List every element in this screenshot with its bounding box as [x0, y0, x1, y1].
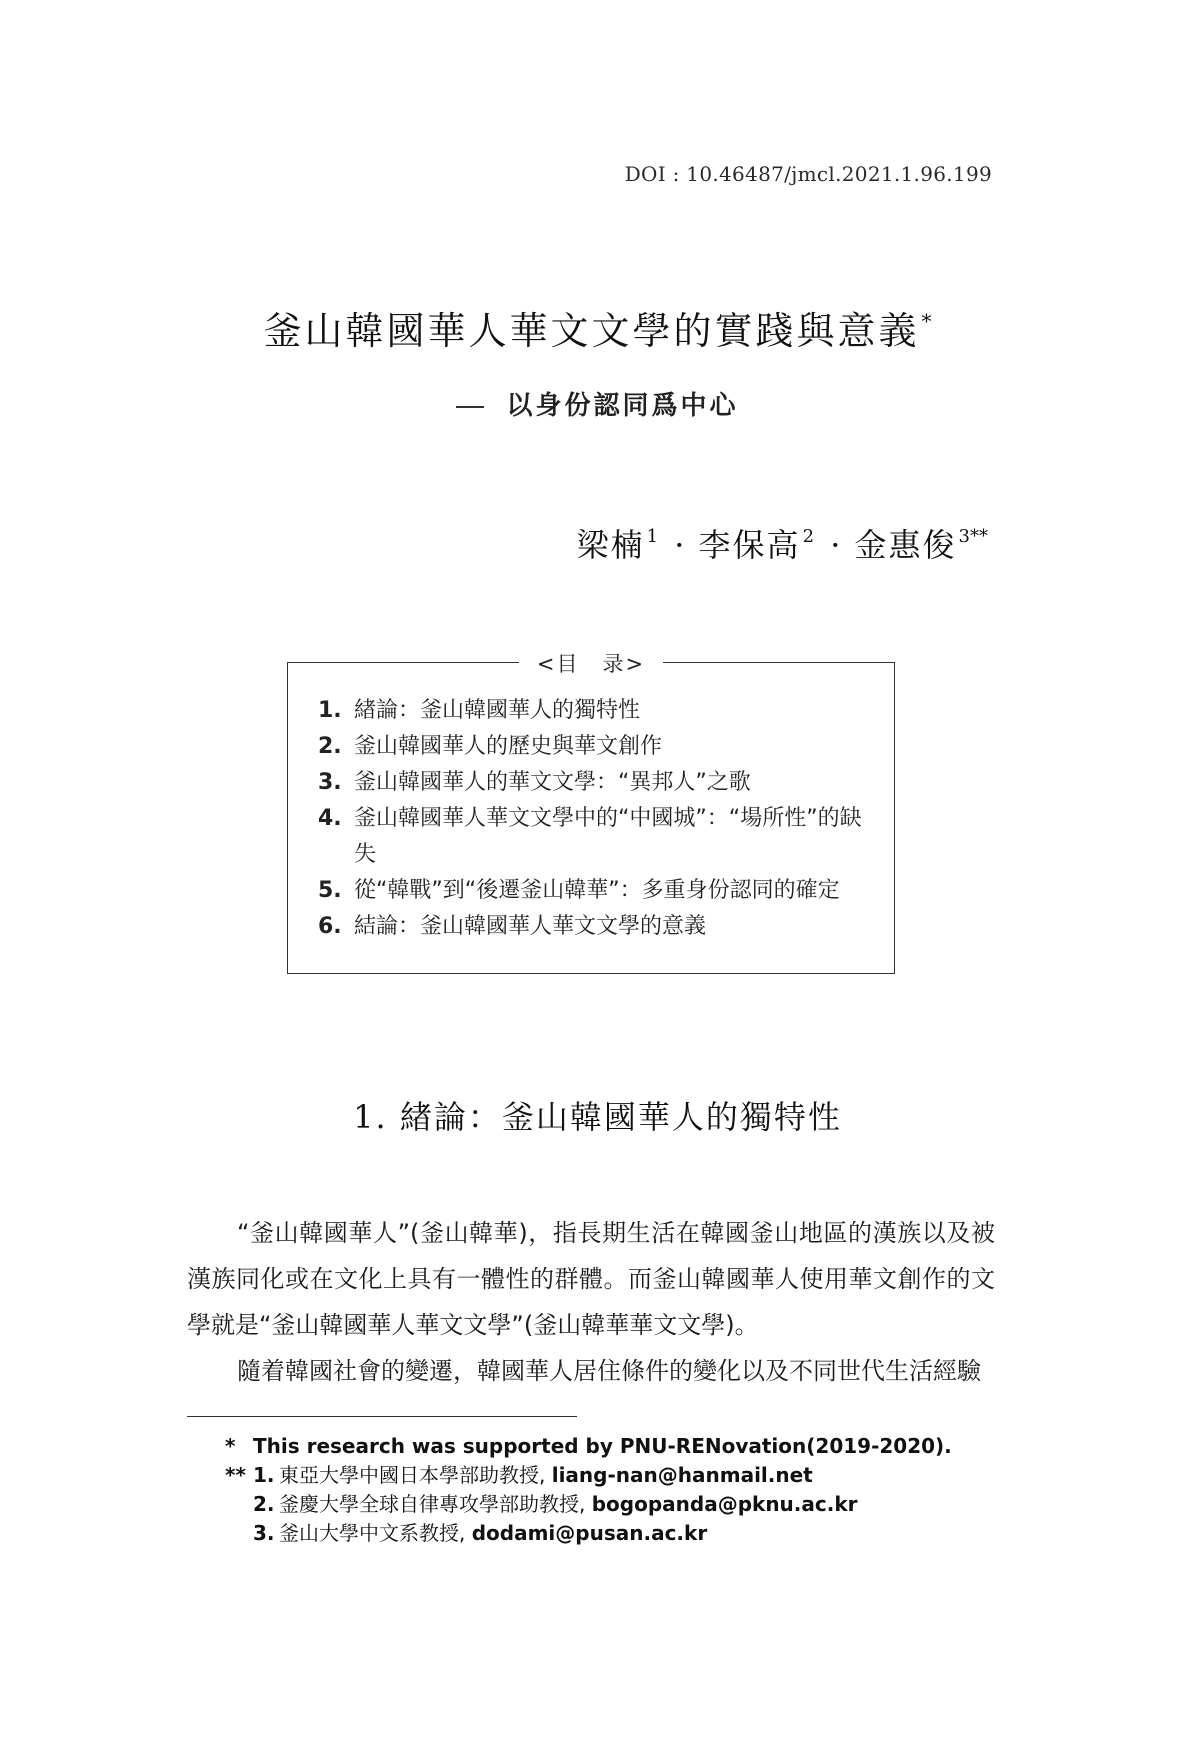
footnote-affiliation	[225, 1519, 1005, 1548]
toc-item-text: 釜山韓國華人華文文學中的“中國城”：“場所性”的缺失	[354, 806, 862, 867]
toc-item-text: 從“韓戰”到“後遷釜山韓華”：多重身份認同的確定	[354, 878, 840, 903]
table-of-contents	[287, 652, 895, 974]
toc-list	[318, 693, 870, 945]
toc-item	[318, 801, 870, 873]
author-separator: ·	[662, 526, 699, 564]
paper-title	[0, 300, 1195, 355]
affiliation-number: 1.	[253, 1463, 275, 1487]
toc-item-number: 5.	[318, 878, 342, 903]
paper-subtitle	[0, 385, 1195, 422]
toc-item	[318, 909, 870, 945]
footnote-text: This research was supported by PNU-RENovation(2019-2020).	[253, 1434, 952, 1458]
toc-item-number: 4.	[318, 806, 342, 831]
footnote-funding	[225, 1432, 1005, 1461]
affiliation-text: 東亞大學中國日本學部助教授,	[279, 1463, 546, 1487]
toc-item-text: 緖論：釜山韓國華人的獨特性	[354, 698, 641, 723]
body-paragraph: “釜山韓國華人”(釜山韓華)，指長期生活在韓國釜山地區的漢族以及被漢族同化或在文化上具有一體性的群體。而釜山韓國華人使用華文創作的文學就是“釜山韓國華人華文文學”(釜山韓華華文文學)。	[187, 1219, 995, 1339]
author-affiliation-mark: 2	[802, 526, 815, 547]
affiliation-email: bogopanda@pknu.ac.kr	[591, 1492, 858, 1516]
affiliation-number: 2.	[253, 1492, 275, 1516]
toc-item	[318, 873, 870, 909]
affiliation-email: dodami@pusan.ac.kr	[471, 1521, 708, 1545]
subtitle-text: 以身份認同爲中心	[506, 391, 739, 421]
title-footnote-mark: *	[921, 309, 932, 333]
author-name: 李保高	[698, 526, 801, 564]
footnote-mark: **	[225, 1463, 246, 1487]
toc-item-number: 2.	[318, 734, 342, 759]
subtitle-dash	[456, 406, 484, 408]
affiliation-email: liang-nan@hanmail.net	[551, 1463, 813, 1487]
toc-header: <目 录>	[519, 652, 663, 676]
author-name: 梁楠	[576, 526, 645, 564]
author-affiliation-mark: 1	[646, 526, 659, 547]
toc-item-text: 釜山韓國華人的歷史與華文創作	[354, 734, 663, 759]
affiliation-text: 釜山大學中文系教授,	[279, 1521, 466, 1545]
body-paragraph: 隨着韓國社會的變遷，韓國華人居住條件的變化以及不同世代生活經驗	[237, 1357, 981, 1385]
footnote-mark: *	[225, 1434, 236, 1458]
toc-item	[318, 729, 870, 765]
toc-item-number: 1.	[318, 698, 342, 723]
author-name: 金惠俊	[854, 526, 957, 564]
toc-item-number: 6.	[318, 914, 342, 939]
title-text: 釜山韓國華人華文文學的實踐與意義	[263, 309, 920, 353]
toc-item-text: 釜山韓國華人的華文文學：“異邦人”之歌	[354, 770, 751, 795]
toc-item	[318, 765, 870, 801]
body-text	[187, 1210, 995, 1394]
toc-item	[318, 693, 870, 729]
affiliation-number: 3.	[253, 1521, 275, 1545]
footnote-divider	[187, 1416, 577, 1417]
section-heading: 1. 緖論：釜山韓國華人的獨特性	[353, 1098, 842, 1136]
toc-item-text: 結論：釜山韓國華人華文文學的意義	[354, 914, 707, 939]
footnote-affiliation	[225, 1490, 1005, 1519]
author-separator: ·	[818, 526, 855, 564]
author-affiliation-mark: 3**	[958, 526, 988, 547]
footnote-affiliation	[225, 1461, 1005, 1490]
affiliation-text: 釜慶大學全球自律專攻學部助教授,	[279, 1492, 586, 1516]
doi-label: DOI : 10.46487/jmcl.2021.1.96.199	[624, 162, 992, 186]
author-list	[577, 520, 992, 566]
footnotes	[225, 1432, 1005, 1548]
toc-item-number: 3.	[318, 770, 342, 795]
